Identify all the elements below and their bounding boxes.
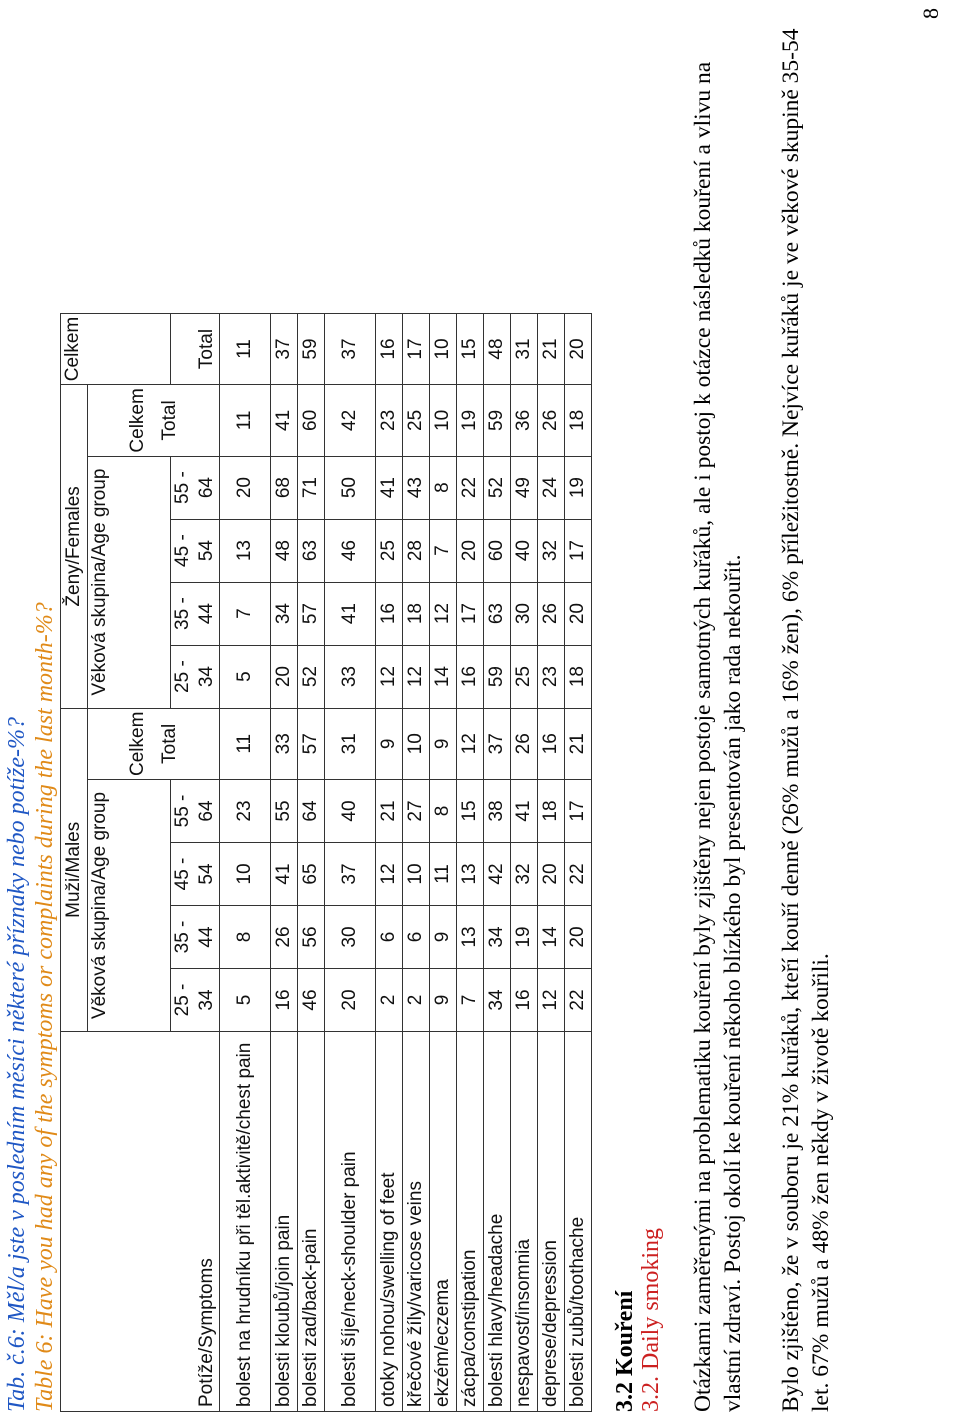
female-value-cell: 5	[220, 645, 271, 708]
females-celkem-label: Celkem	[126, 388, 148, 453]
female-value-cell: 26	[538, 385, 565, 456]
table-row	[325, 313, 376, 1411]
male-value-cell: 56	[298, 906, 325, 969]
female-value-cell: 43	[403, 456, 430, 519]
females-total-header	[88, 385, 220, 456]
female-value-cell: 18	[565, 385, 592, 456]
male-value-cell: 40	[325, 780, 376, 843]
male-value-cell: 41	[271, 843, 298, 906]
female-value-cell: 25	[511, 645, 538, 708]
male-value-cell: 12	[538, 969, 565, 1032]
male-value-cell: 11	[430, 843, 457, 906]
female-value-cell: 34	[271, 582, 298, 645]
f-age-35-44: 35 - 44	[171, 582, 220, 645]
male-value-cell: 37	[325, 843, 376, 906]
male-value-cell: 12	[457, 708, 484, 779]
females-age-group-header: Věková skupina/Age group	[88, 456, 171, 708]
paragraph-2: Bylo zjištěno, že v souboru je 21% kuřáků, kteří kouří denně (26% mužů a 16% žen), 6% příležitostně. Nejvíce kuřáků je ve věkové skupině 35-54 let. 67% mužů a 48% žen někdy v životě kouřili.	[778, 28, 834, 1412]
males-age-group-header: Věková skupina/Age group	[88, 780, 171, 1032]
male-value-cell: 9	[376, 708, 403, 779]
total-value-cell: 37	[271, 313, 298, 384]
total-value-cell: 59	[298, 313, 325, 384]
female-value-cell: 40	[511, 519, 538, 582]
male-value-cell: 20	[538, 843, 565, 906]
male-value-cell: 17	[565, 780, 592, 843]
males-total-label: Total	[158, 723, 180, 764]
male-value-cell: 20	[325, 969, 376, 1032]
male-value-cell: 22	[565, 843, 592, 906]
female-value-cell: 16	[457, 645, 484, 708]
female-value-cell: 59	[484, 385, 511, 456]
female-value-cell: 11	[220, 385, 271, 456]
male-value-cell: 21	[565, 708, 592, 779]
female-value-cell: 16	[376, 582, 403, 645]
male-value-cell: 11	[220, 708, 271, 779]
header-row-sex	[61, 313, 88, 1411]
paragraph-1: Otázkami zaměřenými na problematiku kouření byly zjištěny nejen postoje samotných kuřáků, ale i postoj k otázce následků kouření a vlivu na vlastní zdraví. Postoj okolí ke kouření někoho blízkého byl presentován jako rada nekouřit.	[690, 61, 746, 1412]
male-value-cell: 16	[538, 708, 565, 779]
female-value-cell: 46	[325, 519, 376, 582]
f-age-25-34: 25 - 34	[171, 645, 220, 708]
female-value-cell: 12	[376, 645, 403, 708]
female-value-cell: 22	[457, 456, 484, 519]
table-row	[457, 313, 484, 1411]
male-value-cell: 7	[457, 969, 484, 1032]
male-value-cell: 14	[538, 906, 565, 969]
male-value-cell: 9	[430, 708, 457, 779]
female-value-cell: 48	[271, 519, 298, 582]
female-value-cell: 12	[430, 582, 457, 645]
male-value-cell: 41	[511, 780, 538, 843]
table-row	[430, 313, 457, 1411]
total-value-cell: 31	[511, 313, 538, 384]
female-value-cell: 63	[298, 519, 325, 582]
female-value-cell: 60	[298, 385, 325, 456]
male-value-cell: 13	[457, 843, 484, 906]
female-value-cell: 20	[271, 645, 298, 708]
males-total-header	[88, 708, 220, 779]
females-header: Ženy/Females	[61, 385, 88, 708]
male-value-cell: 38	[484, 780, 511, 843]
female-value-cell: 19	[457, 385, 484, 456]
male-value-cell: 8	[220, 906, 271, 969]
total-value-cell: 15	[457, 313, 484, 384]
male-value-cell: 64	[298, 780, 325, 843]
symptom-label: křečové žíly/varicose veins	[403, 1032, 430, 1412]
grand-total-header: Total	[171, 313, 220, 384]
male-value-cell: 10	[403, 708, 430, 779]
female-value-cell: 41	[271, 385, 298, 456]
symptom-label: zácpa/constipation	[457, 1032, 484, 1412]
symptoms-table	[60, 313, 592, 1412]
total-value-cell: 16	[376, 313, 403, 384]
table-body	[220, 313, 592, 1411]
female-value-cell: 36	[511, 385, 538, 456]
male-value-cell: 20	[565, 906, 592, 969]
total-value-cell: 10	[430, 313, 457, 384]
total-value-cell: 20	[565, 313, 592, 384]
male-value-cell: 2	[376, 969, 403, 1032]
female-value-cell: 26	[538, 582, 565, 645]
female-value-cell: 30	[511, 582, 538, 645]
total-value-cell: 11	[220, 313, 271, 384]
symptom-label: bolesti hlavy/headache	[484, 1032, 511, 1412]
female-value-cell: 49	[511, 456, 538, 519]
male-value-cell: 55	[271, 780, 298, 843]
table-row	[538, 313, 565, 1411]
female-value-cell: 17	[565, 519, 592, 582]
female-value-cell: 25	[403, 385, 430, 456]
female-value-cell: 32	[538, 519, 565, 582]
female-value-cell: 8	[430, 456, 457, 519]
female-value-cell: 23	[376, 385, 403, 456]
symptom-label: bolesti zad/back-pain	[298, 1032, 325, 1412]
female-value-cell: 68	[271, 456, 298, 519]
symptom-label: nespavost/insomnia	[511, 1032, 538, 1412]
table-row	[271, 313, 298, 1411]
table-row	[565, 313, 592, 1411]
male-value-cell: 18	[538, 780, 565, 843]
male-value-cell: 65	[298, 843, 325, 906]
symptom-label: bolesti šíje/neck-shoulder pain	[325, 1032, 376, 1412]
table-row	[220, 313, 271, 1411]
m-age-45-54: 45 - 54	[171, 843, 220, 906]
symptom-label: deprese/depression	[538, 1032, 565, 1412]
male-value-cell: 33	[271, 708, 298, 779]
total-value-cell: 17	[403, 313, 430, 384]
male-value-cell: 10	[220, 843, 271, 906]
female-value-cell: 7	[430, 519, 457, 582]
male-value-cell: 22	[565, 969, 592, 1032]
female-value-cell: 20	[220, 456, 271, 519]
male-value-cell: 6	[376, 906, 403, 969]
male-value-cell: 42	[484, 843, 511, 906]
female-value-cell: 41	[325, 582, 376, 645]
male-value-cell: 57	[298, 708, 325, 779]
symptom-label: otoky nohou/swelling of feet	[376, 1032, 403, 1412]
females-total-label: Total	[158, 400, 180, 441]
female-value-cell: 60	[484, 519, 511, 582]
female-value-cell: 19	[565, 456, 592, 519]
female-value-cell: 10	[430, 385, 457, 456]
table-row	[484, 313, 511, 1411]
male-value-cell: 2	[403, 969, 430, 1032]
male-value-cell: 10	[403, 843, 430, 906]
male-value-cell: 31	[325, 708, 376, 779]
male-value-cell: 6	[403, 906, 430, 969]
female-value-cell: 14	[430, 645, 457, 708]
m-age-25-34: 25 - 34	[171, 969, 220, 1032]
female-value-cell: 13	[220, 519, 271, 582]
female-value-cell: 50	[325, 456, 376, 519]
male-value-cell: 23	[220, 780, 271, 843]
female-value-cell: 63	[484, 582, 511, 645]
m-age-55-64: 55 - 64	[171, 780, 220, 843]
female-value-cell: 41	[376, 456, 403, 519]
male-value-cell: 21	[376, 780, 403, 843]
f-age-55-64: 55 - 64	[171, 456, 220, 519]
total-value-cell: 37	[325, 313, 376, 384]
male-value-cell: 9	[430, 969, 457, 1032]
male-value-cell: 34	[484, 906, 511, 969]
table-caption-english: Table 6: Have you had any of the symptoms or complaints during the last month-%?	[32, 602, 58, 1412]
male-value-cell: 34	[484, 969, 511, 1032]
male-value-cell: 15	[457, 780, 484, 843]
section-subtitle: 3.2. Daily smoking	[638, 1228, 664, 1412]
page-number: 8	[918, 8, 943, 19]
male-value-cell: 19	[511, 906, 538, 969]
female-value-cell: 28	[403, 519, 430, 582]
males-header: Muži/Males	[61, 708, 88, 1031]
female-value-cell: 59	[484, 645, 511, 708]
symptoms-header: Potíže/Symptoms	[61, 1032, 220, 1412]
table-row	[376, 313, 403, 1411]
male-value-cell: 13	[457, 906, 484, 969]
grand-total-celkem: Celkem	[61, 313, 171, 384]
m-age-35-44: 35 - 44	[171, 906, 220, 969]
male-value-cell: 27	[403, 780, 430, 843]
f-age-45-54: 45 - 54	[171, 519, 220, 582]
symptom-label: bolest na hrudníku při těl.aktivitě/chest pain	[220, 1032, 271, 1412]
male-value-cell: 5	[220, 969, 271, 1032]
table-row	[403, 313, 430, 1411]
male-value-cell: 32	[511, 843, 538, 906]
female-value-cell: 57	[298, 582, 325, 645]
female-value-cell: 52	[298, 645, 325, 708]
female-value-cell: 52	[484, 456, 511, 519]
female-value-cell: 23	[538, 645, 565, 708]
male-value-cell: 26	[511, 708, 538, 779]
female-value-cell: 24	[538, 456, 565, 519]
female-value-cell: 71	[298, 456, 325, 519]
male-value-cell: 12	[376, 843, 403, 906]
female-value-cell: 18	[565, 645, 592, 708]
table-caption-czech: Tab. č.6: Měl/a jste v posledním měsíci některé příznaky nebo potíže-%?	[4, 717, 30, 1412]
male-value-cell: 8	[430, 780, 457, 843]
symptom-label: ekzém/eczema	[430, 1032, 457, 1412]
female-value-cell: 17	[457, 582, 484, 645]
male-value-cell: 16	[511, 969, 538, 1032]
total-value-cell: 21	[538, 313, 565, 384]
female-value-cell: 7	[220, 582, 271, 645]
male-value-cell: 30	[325, 906, 376, 969]
female-value-cell: 42	[325, 385, 376, 456]
male-value-cell: 46	[298, 969, 325, 1032]
symptom-label: bolesti zubů/toothache	[565, 1032, 592, 1412]
symptom-label: bolesti kloubů/join pain	[271, 1032, 298, 1412]
female-value-cell: 20	[565, 582, 592, 645]
female-value-cell: 25	[376, 519, 403, 582]
female-value-cell: 33	[325, 645, 376, 708]
male-value-cell: 37	[484, 708, 511, 779]
males-celkem-label: Celkem	[126, 711, 148, 776]
table-row	[511, 313, 538, 1411]
female-value-cell: 20	[457, 519, 484, 582]
male-value-cell: 26	[271, 906, 298, 969]
total-value-cell: 48	[484, 313, 511, 384]
section-title: 3.2 Kouření	[612, 1290, 638, 1412]
male-value-cell: 9	[430, 906, 457, 969]
female-value-cell: 12	[403, 645, 430, 708]
female-value-cell: 18	[403, 582, 430, 645]
table-row	[298, 313, 325, 1411]
male-value-cell: 16	[271, 969, 298, 1032]
